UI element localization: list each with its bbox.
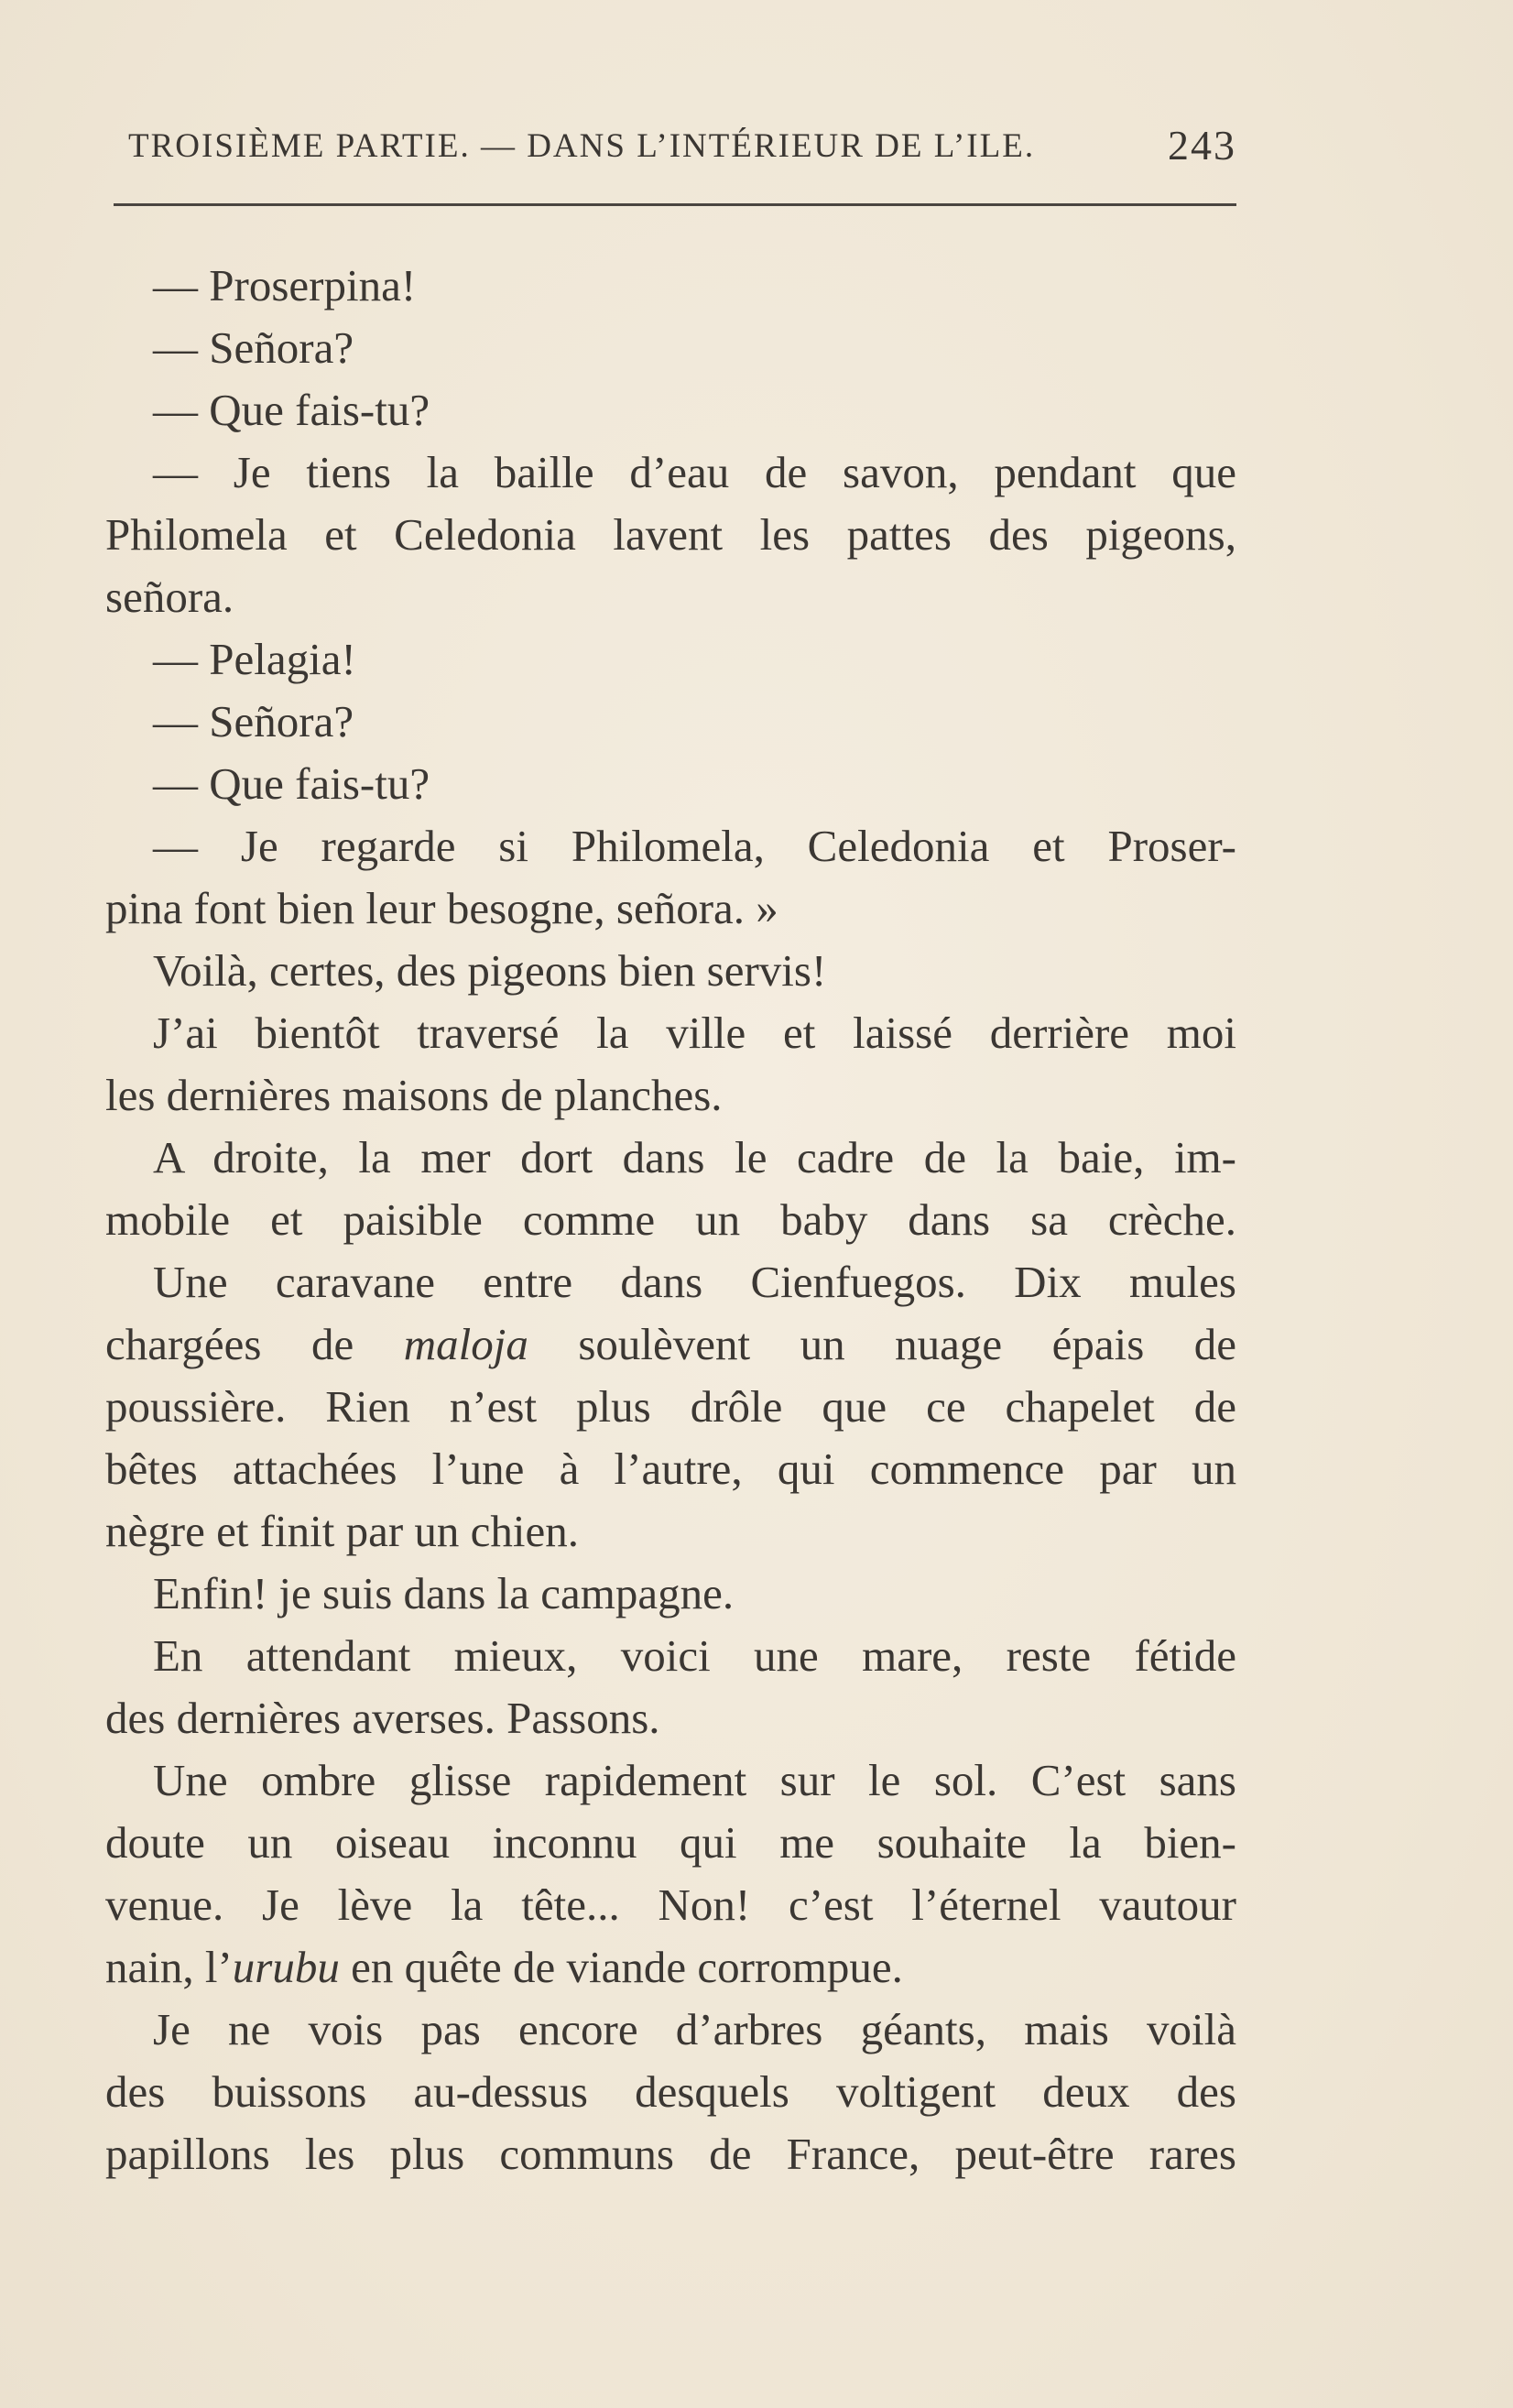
body-text <box>105 255 1236 2185</box>
text-line: Voilà, certes, des pigeons bien servis! <box>153 945 827 996</box>
text-line: pina font bien leur besogne, señora. » <box>105 883 778 933</box>
text-line: — Je regarde si Philomela, Celedonia et Proser- <box>153 821 1236 871</box>
text-run: en quête de viande corrompue. <box>351 1942 903 1992</box>
text-line: Une ombre glisse rapidement sur le sol. C’est sans <box>153 1755 1236 1805</box>
text-line: Enfin! je suis dans la campagne. <box>153 1568 735 1618</box>
text-line: señora. <box>105 572 234 622</box>
text-run: chargées de <box>105 1319 354 1369</box>
text-line: — Proserpina! <box>153 260 417 311</box>
text-line: J’ai bientôt traversé la ville et laissé derrière moi <box>153 1008 1236 1058</box>
page-header <box>128 122 1236 181</box>
text-line: des buissons au-dessus desquels voltigent deux des <box>105 2066 1236 2117</box>
text-line: — Que fais-tu? <box>153 385 430 435</box>
text-line: nègre et finit par un chien. <box>105 1506 580 1556</box>
italic-term: urubu <box>232 1942 340 1992</box>
text-line: — Je tiens la baille d’eau de savon, pendant que <box>153 447 1236 497</box>
text-line: papillons les plus communs de France, peut-être rares <box>105 2129 1236 2179</box>
text-line: Je ne vois pas encore d’arbres géants, mais voilà <box>153 2004 1236 2054</box>
text-line: — Señora? <box>153 322 354 373</box>
text-run: soulèvent un nuage épais de <box>578 1319 1237 1369</box>
text-line: les dernières maisons de planches. <box>105 1070 723 1120</box>
text-line: Philomela et Celedonia lavent les pattes des pigeons, <box>105 509 1236 560</box>
page-number: 243 <box>1168 122 1236 169</box>
text-line: Une caravane entre dans Cienfuegos. Dix mules <box>153 1257 1236 1307</box>
text-line: poussière. Rien n’est plus drôle que ce chapelet de <box>105 1381 1236 1432</box>
text-line: venue. Je lève la tête... Non! c’est l’éternel vautour <box>105 1880 1236 1930</box>
text-line: — Señora? <box>153 696 354 746</box>
text-line <box>105 1936 1236 1999</box>
header-rule <box>114 203 1236 206</box>
running-title: TROISIÈME PARTIE. — DANS L’INTÉRIEUR DE L’ILE. <box>128 127 1036 165</box>
text-line: des dernières averses. Passons. <box>105 1693 660 1743</box>
text-line: A droite, la mer dort dans le cadre de la baie, im- <box>153 1132 1236 1182</box>
text-run: nain, l’ <box>105 1942 233 1992</box>
text-line: — Que fais-tu? <box>153 758 430 809</box>
italic-term: maloja <box>403 1319 528 1369</box>
text-line: En attendant mieux, voici une mare, reste fétide <box>153 1630 1236 1681</box>
text-line: mobile et paisible comme un baby dans sa crèche. <box>105 1194 1236 1245</box>
text-line: bêtes attachées l’une à l’autre, qui commence par un <box>105 1444 1236 1494</box>
text-line: doute un oiseau inconnu qui me souhaite la bien- <box>105 1817 1236 1868</box>
text-line: — Pelagia! <box>153 634 356 684</box>
text-line <box>105 1313 1236 1376</box>
